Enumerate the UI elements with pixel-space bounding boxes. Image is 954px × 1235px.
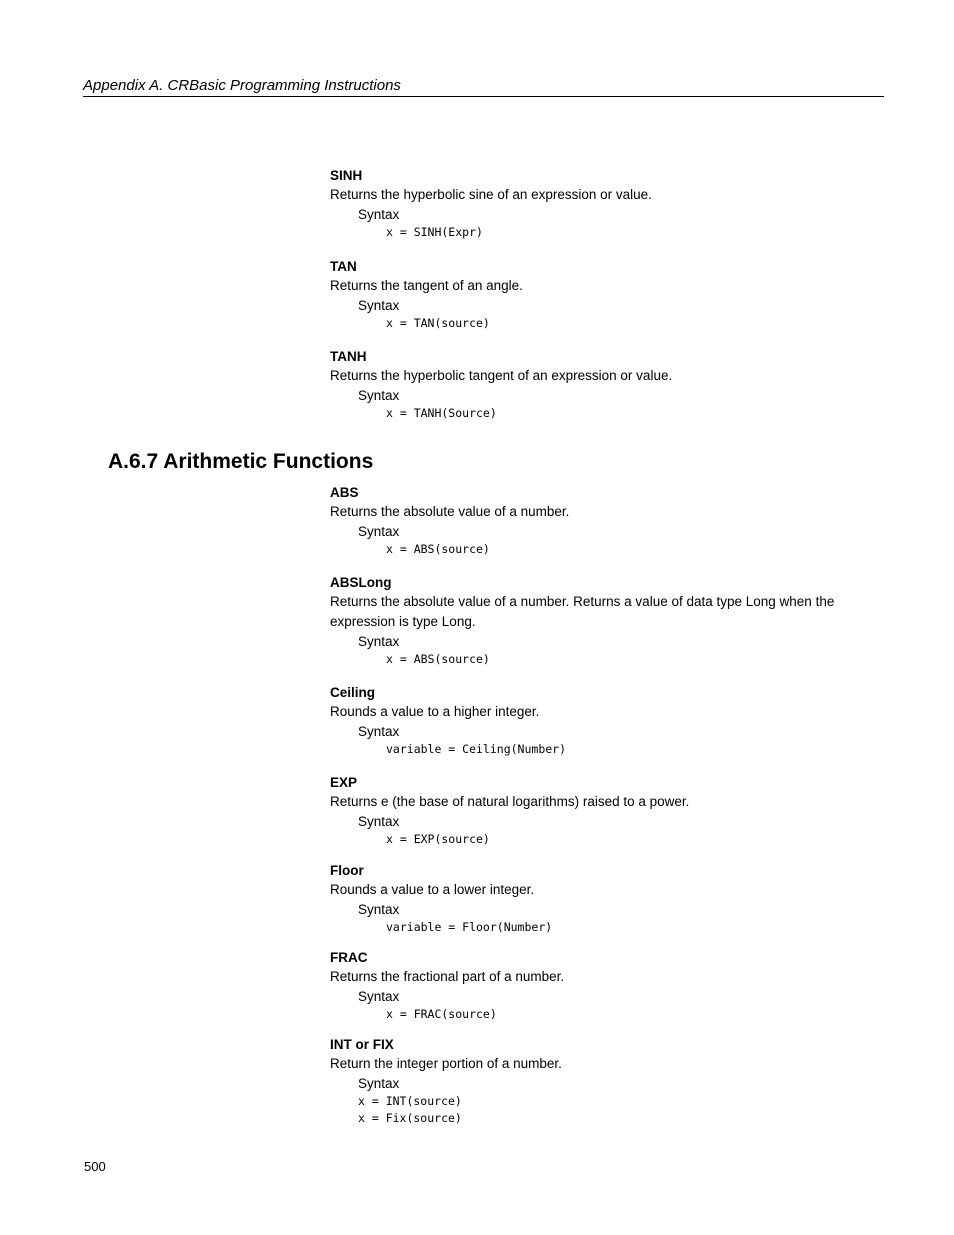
- page-number: 500: [84, 1159, 106, 1174]
- syntax-code: x = SINH(Expr): [386, 225, 483, 239]
- page-header-title: Appendix A. CRBasic Programming Instructions: [83, 77, 401, 94]
- entry-description: Returns the fractional part of a number.: [330, 969, 565, 984]
- entry-name: ABSLong: [330, 575, 392, 590]
- entry-frac: [330, 948, 890, 1023]
- entry-description: Returns the hyperbolic tangent of an expression or value.: [330, 368, 673, 383]
- entry-floor: [330, 861, 890, 936]
- entry-description: Rounds a value to a higher integer.: [330, 704, 540, 719]
- entry-name: Floor: [330, 863, 364, 878]
- syntax-label: Syntax: [358, 388, 400, 403]
- syntax-label: Syntax: [358, 989, 400, 1004]
- entry-description: Returns the absolute value of a number.: [330, 504, 570, 519]
- entry-exp: [330, 773, 890, 848]
- entry-name: Ceiling: [330, 685, 376, 700]
- syntax-label: Syntax: [358, 524, 400, 539]
- syntax-code: x = ABS(source): [386, 652, 490, 666]
- syntax-code: x = EXP(source): [386, 832, 490, 846]
- syntax-code: x = Fix(source): [358, 1111, 462, 1125]
- syntax-code: x = FRAC(source): [386, 1007, 497, 1021]
- syntax-label: Syntax: [358, 902, 400, 917]
- syntax-code: variable = Ceiling(Number): [386, 742, 567, 756]
- syntax-label: Syntax: [358, 1076, 400, 1091]
- syntax-code: x = TANH(Source): [386, 406, 497, 420]
- syntax-code: x = ABS(source): [386, 542, 490, 556]
- entry-name: SINH: [330, 168, 363, 183]
- entry-description: Returns the absolute value of a number. Returns a value of data type Long when the expression is type Long.: [330, 594, 835, 629]
- syntax-label: Syntax: [358, 207, 400, 222]
- entry-sinh: [330, 166, 890, 241]
- syntax-label: Syntax: [358, 298, 400, 313]
- syntax-label: Syntax: [358, 634, 400, 649]
- entry-name: TANH: [330, 349, 367, 364]
- entry-abs: [330, 483, 890, 558]
- entry-ceiling: [330, 683, 890, 758]
- entry-description: Returns the hyperbolic sine of an expression or value.: [330, 187, 652, 202]
- entry-name: INT or FIX: [330, 1037, 394, 1052]
- entry-description: Rounds a value to a lower integer.: [330, 882, 535, 897]
- entry-description: Returns the tangent of an angle.: [330, 278, 523, 293]
- entry-name: TAN: [330, 259, 357, 274]
- section-heading: A.6.7 Arithmetic Functions: [108, 450, 374, 473]
- entry-int-or-fix: [330, 1035, 890, 1127]
- syntax-code: x = TAN(source): [386, 316, 490, 330]
- entry-name: FRAC: [330, 950, 368, 965]
- page-header: [83, 76, 884, 97]
- entry-description: Returns e (the base of natural logarithms) raised to a power.: [330, 794, 690, 809]
- entry-tan: [330, 257, 890, 332]
- entry-name: ABS: [330, 485, 359, 500]
- entry-abslong: [330, 573, 890, 668]
- syntax-code: x = INT(source): [358, 1094, 462, 1108]
- syntax-code: variable = Floor(Number): [386, 920, 553, 934]
- entry-tanh: [330, 347, 890, 422]
- entry-description: Return the integer portion of a number.: [330, 1056, 562, 1071]
- entry-name: EXP: [330, 775, 358, 790]
- syntax-label: Syntax: [358, 814, 400, 829]
- syntax-label: Syntax: [358, 724, 400, 739]
